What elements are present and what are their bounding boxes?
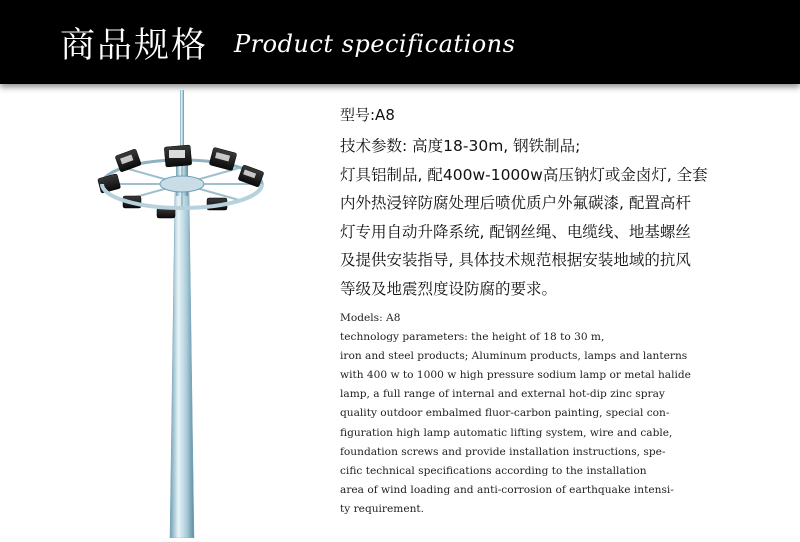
spec-cn-line: 等级及地震烈度设防腐的要求。 (340, 279, 558, 298)
spec-en-line: technology parameters: the height of 18 to 30 m, (340, 331, 605, 344)
header-bar (0, 0, 800, 84)
spec-en-line: figuration high lamp automatic lifting system, wire and cable, (340, 426, 673, 439)
spec-en-line: area of wind loading and anti-corrosion of earthquake intensi- (340, 483, 674, 496)
page-title-cn: 商品规格 (60, 26, 209, 66)
spec-cn-line: 及提供安装指导, 具体技术规范根据安装地域的抗风 (340, 251, 691, 269)
spec-en-line: iron and steel products; Aluminum products, lamps and lanterns (340, 350, 688, 363)
spec-en-paragraph (340, 309, 780, 519)
spec-en-line: with 400 w to 1000 w high pressure sodium lamp or metal halide (340, 369, 691, 382)
high-mast-lamp-image (95, 90, 275, 538)
spec-cn-line: 灯具铝制品, 配400w-1000w高压钠灯或金卤灯, 全套 (340, 165, 708, 184)
model-cn: 型号:A8 (340, 106, 395, 124)
spec-cn-paragraph (340, 132, 760, 303)
page-title-en: Product specifications (234, 30, 516, 58)
spec-en-line: quality outdoor embalmed fluor-carbon painting, special con- (340, 407, 670, 420)
spec-en-line: cific technical specifications according to the installation (340, 464, 647, 477)
spec-en-line: Models: A8 (340, 312, 401, 324)
spec-en-line: lamp, a full range of internal and external hot-dip zinc spray (340, 388, 665, 401)
spec-en-line: ty requirement. (340, 502, 425, 515)
spec-cn-line: 技术参数: 高度18-30m, 钢铁制品; (340, 137, 581, 155)
high-mast-lamp-illustration (95, 90, 275, 538)
spec-cn-line: 灯专用自动升降系统, 配钢丝绳、电缆线、地基螺丝 (340, 222, 691, 241)
spec-en-line: foundation screws and provide installation instructions, spe- (340, 445, 666, 458)
spec-cn-line: 内外热浸锌防腐处理后喷优质户外氟碳漆, 配置高杆 (340, 194, 691, 212)
